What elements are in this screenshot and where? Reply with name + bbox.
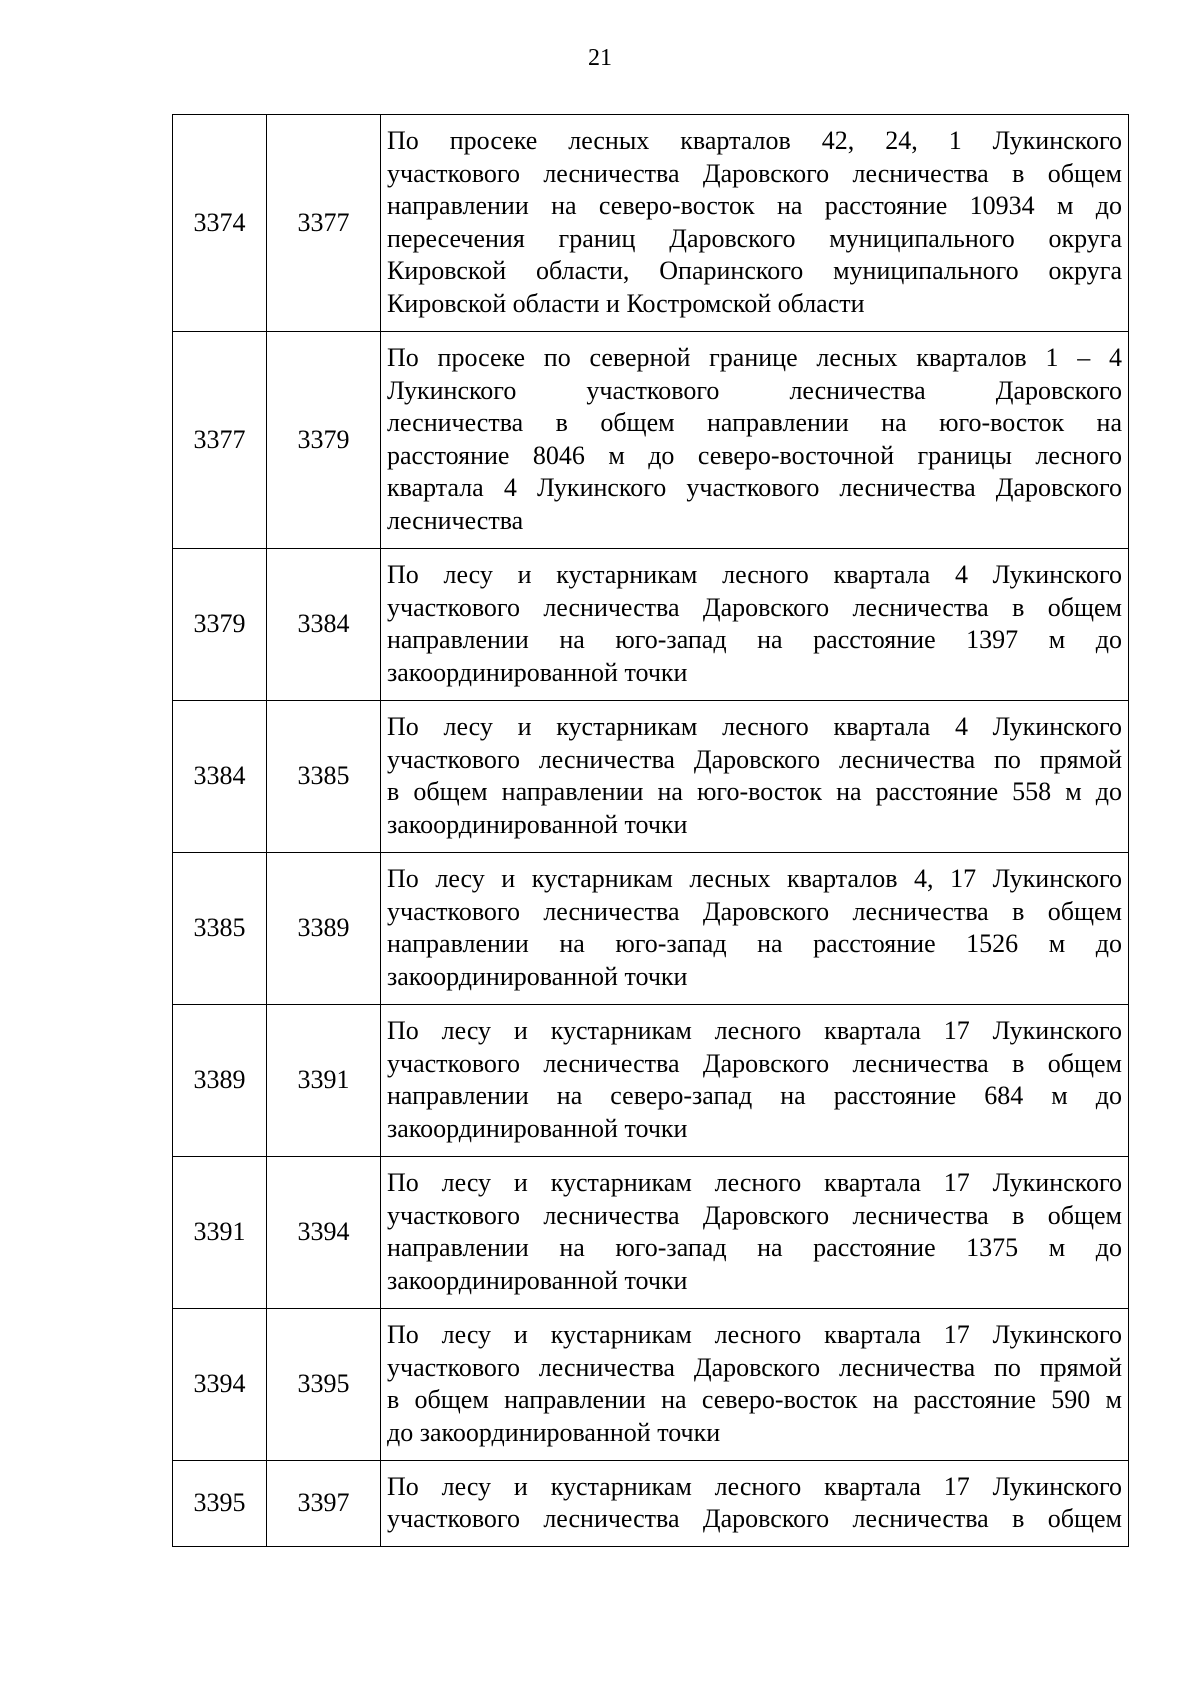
description-line: участкового лесничества Даровского лесничества в общем xyxy=(387,592,1122,622)
description-line: Кировской области, Опаринского муниципального округа xyxy=(387,256,1122,285)
description-line: закоординированной точки xyxy=(387,1265,688,1295)
table-row xyxy=(173,549,1129,701)
from-point-cell: 3394 xyxy=(173,1309,267,1461)
description-line: По просеке лесных кварталов 42, 24, 1 Лукинского xyxy=(387,126,1122,155)
description-line: направлении на северо-восток на расстояние 10934 м до xyxy=(387,191,1122,220)
from-point-cell: 3395 xyxy=(173,1461,267,1547)
description-line: участкового лесничества Даровского лесничества в общем xyxy=(387,1200,1122,1230)
description-cell xyxy=(381,115,1129,332)
description-line: По просеке по северной границе лесных кварталов 1 – 4 xyxy=(387,343,1122,372)
description-line: участкового лесничества Даровского лесничества по прямой xyxy=(387,1352,1122,1382)
boundary-table xyxy=(172,114,1129,1547)
description-line: По лесу и кустарникам лесного квартала 17 Лукинского xyxy=(387,1320,1122,1349)
description-line: По лесу и кустарникам лесных кварталов 4, 17 Лукинского xyxy=(387,864,1122,893)
table-row xyxy=(173,1461,1129,1547)
description-line: лесничества xyxy=(387,505,524,535)
description-line: пересечения границ Даровского муниципального округа xyxy=(387,223,1122,253)
description-line: в общем направлении на северо-восток на расстояние 590 м xyxy=(387,1385,1122,1414)
description-line: По лесу и кустарникам лесного квартала 4 Лукинского xyxy=(387,560,1122,589)
description-line: участкового лесничества Даровского лесничества в общем xyxy=(387,896,1122,926)
from-point-cell: 3385 xyxy=(173,853,267,1005)
to-point-cell: 3389 xyxy=(267,853,381,1005)
description-line: По лесу и кустарникам лесного квартала 17 Лукинского xyxy=(387,1168,1122,1197)
description-line: участкового лесничества Даровского лесничества в общем xyxy=(387,158,1122,188)
to-point-cell: 3377 xyxy=(267,115,381,332)
description-line: направлении на юго-запад на расстояние 1397 м до xyxy=(387,625,1122,654)
description-line: расстояние 8046 м до северо-восточной границы лесного xyxy=(387,440,1122,470)
from-point-cell: 3379 xyxy=(173,549,267,701)
description-cell xyxy=(381,1157,1129,1309)
description-line: лесничества в общем направлении на юго-восток на xyxy=(387,408,1122,437)
description-line: до закоординированной точки xyxy=(387,1417,721,1447)
from-point-cell: 3384 xyxy=(173,701,267,853)
description-line: квартала 4 Лукинского участкового лесничества Даровского xyxy=(387,473,1122,502)
to-point-cell: 3385 xyxy=(267,701,381,853)
to-point-cell: 3391 xyxy=(267,1005,381,1157)
description-cell xyxy=(381,701,1129,853)
description-line: закоординированной точки xyxy=(387,657,688,687)
to-point-cell: 3397 xyxy=(267,1461,381,1547)
table-row xyxy=(173,853,1129,1005)
from-point-cell: 3374 xyxy=(173,115,267,332)
to-point-cell: 3395 xyxy=(267,1309,381,1461)
description-line: закоординированной точки xyxy=(387,809,688,839)
description-cell xyxy=(381,1309,1129,1461)
from-point-cell: 3389 xyxy=(173,1005,267,1157)
to-point-cell: 3394 xyxy=(267,1157,381,1309)
description-cell xyxy=(381,549,1129,701)
description-line: Кировской области и Костромской области xyxy=(387,288,865,318)
table-row xyxy=(173,701,1129,853)
description-line: участкового лесничества Даровского лесничества в общем xyxy=(387,1048,1122,1078)
description-cell xyxy=(381,853,1129,1005)
description-line: Лукинского участкового лесничества Даровского xyxy=(387,375,1122,405)
description-line: участкового лесничества Даровского лесничества в общем xyxy=(387,1504,1122,1533)
from-point-cell: 3391 xyxy=(173,1157,267,1309)
description-line: закоординированной точки xyxy=(387,961,688,991)
description-line: По лесу и кустарникам лесного квартала 4 Лукинского xyxy=(387,712,1122,741)
description-cell xyxy=(381,332,1129,549)
to-point-cell: 3384 xyxy=(267,549,381,701)
description-line: направлении на юго-запад на расстояние 1375 м до xyxy=(387,1233,1122,1262)
description-cell xyxy=(381,1461,1129,1547)
description-line: направлении на северо-запад на расстояние 684 м до xyxy=(387,1081,1122,1110)
description-line: участкового лесничества Даровского лесничества по прямой xyxy=(387,744,1122,774)
table-row xyxy=(173,1005,1129,1157)
from-point-cell: 3377 xyxy=(173,332,267,549)
description-line: в общем направлении на юго-восток на расстояние 558 м до xyxy=(387,777,1122,806)
table-row xyxy=(173,115,1129,332)
description-line: По лесу и кустарникам лесного квартала 17 Лукинского xyxy=(387,1016,1122,1045)
description-line: По лесу и кустарникам лесного квартала 17 Лукинского xyxy=(387,1471,1122,1501)
table-row xyxy=(173,1309,1129,1461)
page-number: 21 xyxy=(588,45,612,71)
description-line: направлении на юго-запад на расстояние 1526 м до xyxy=(387,929,1122,958)
table-row xyxy=(173,332,1129,549)
to-point-cell: 3379 xyxy=(267,332,381,549)
description-line: закоординированной точки xyxy=(387,1113,688,1143)
description-cell xyxy=(381,1005,1129,1157)
table-row xyxy=(173,1157,1129,1309)
